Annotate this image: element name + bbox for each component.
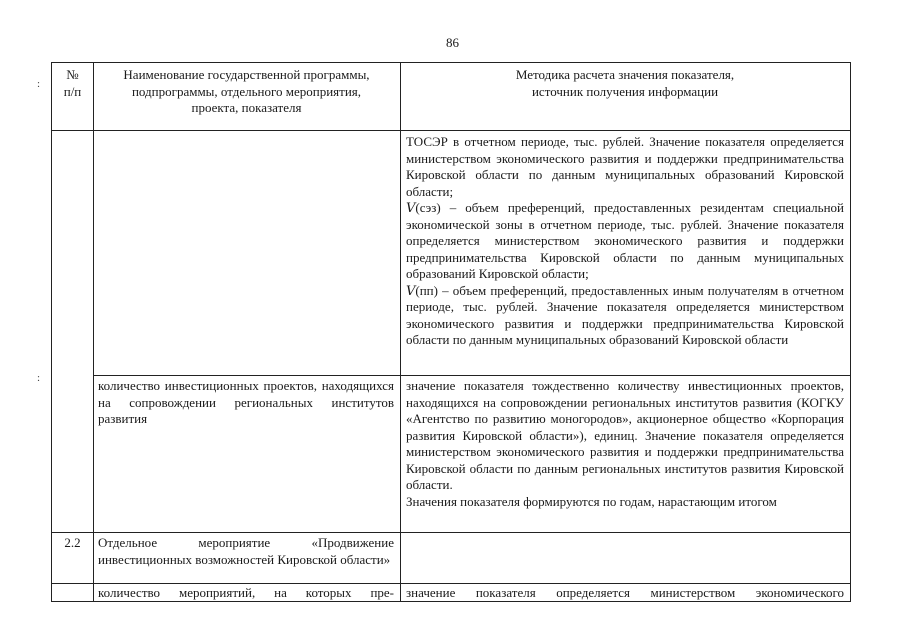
header-method: Методика расчета значения показателя, источник получения информации	[515, 67, 735, 99]
activity-name: Отдельное мероприятие «Продвижение инвестиционных возможностей Кировской области»	[98, 535, 394, 567]
row-number: 2.2	[64, 535, 81, 550]
margin-mark: :	[37, 372, 41, 384]
column-divider	[93, 63, 94, 601]
method-paragraph: 𝑉(сэз) – объем преференций, предоставленных резидентам специальной экономической зоны в отчетном периоде, тыс. рублей. Значение показателя определяется министерством экономического развития и поддержки предпринимательства Кировской области по данным муниципальных образований Кировской области;	[406, 200, 844, 281]
method-cell: значение показателя определяется министерством экономического	[406, 585, 844, 600]
header-divider	[52, 130, 850, 131]
indicator-name: количество мероприятий, на которых пре-	[98, 585, 394, 600]
page-number: 86	[446, 35, 459, 50]
header-number: № п/п	[63, 67, 82, 99]
indicator-table	[51, 62, 851, 602]
method-cell	[406, 134, 844, 349]
method-paragraph: значение показателя тождественно количеству инвестиционных проектов, находящихся на сопровождении региональных институтов развития (КОГКУ «Агентство по развитию моногородов», акционерное общество «Корпорация развития Кировской области»), единиц. Значение показателя определяется министерством экономического развития и поддержки предпринимательства Кировской области по данным региональных институтов развития Кировской области.	[406, 378, 844, 492]
margin-mark: :	[37, 78, 41, 90]
method-cell	[406, 378, 844, 510]
method-paragraph: ТОСЭР в отчетном периоде, тыс. рублей. Значение показателя определяется министерством экономического развития и поддержки предпринимательства Кировской области по данным муниципальных образований Кировской области;	[406, 134, 844, 199]
method-paragraph: 𝑉(пп) – объем преференций, предоставленных иным получателям в отчетном периоде, тыс. рублей. Значение показателя определяется министерством экономического развития и поддержки предпринимательства Кировской области по данным муниципальных образований Кировской области	[406, 282, 844, 347]
method-paragraph: Значения показателя формируются по годам, нарастающим итогом	[406, 493, 777, 509]
indicator-name: количество инвестиционных проектов, находящихся на сопровождении региональных институтов развития	[98, 378, 394, 426]
row-divider	[52, 583, 850, 584]
header-name: Наименование государственной программы, подпрограммы, отдельного мероприятия, проекта, показателя	[123, 67, 370, 115]
column-divider	[400, 63, 401, 601]
row-divider	[93, 375, 850, 376]
row-divider	[52, 532, 850, 533]
